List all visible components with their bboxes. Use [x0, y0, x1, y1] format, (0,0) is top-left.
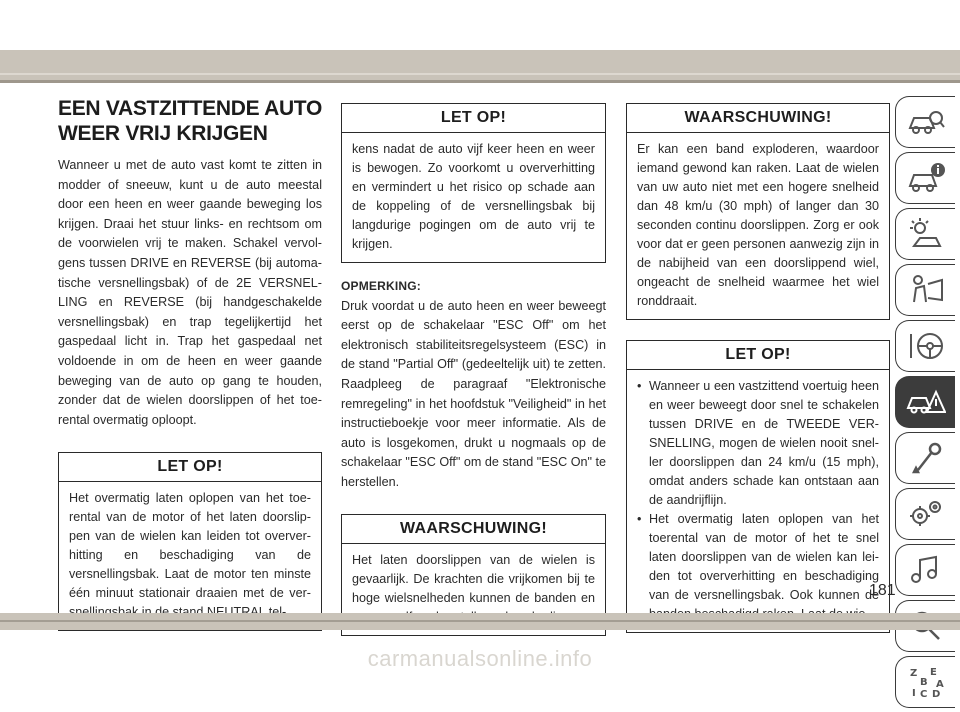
caution-bullet: • Het overmatig laten oplopen van het toerental van de motor of het te snel laten doorslippen van de wielen kan leiden tot oververhitting en beschadiging van de versnellingsbak. Ook kunnen de	[637, 510, 879, 624]
caution-box-3	[626, 340, 890, 633]
svg-text:E: E	[929, 667, 937, 678]
caution-box-2-title: LET OP!	[342, 104, 605, 133]
tab-safety[interactable]	[895, 264, 955, 316]
car-search-icon	[906, 104, 946, 140]
top-decorative-band	[0, 50, 960, 83]
bottom-decorative-band	[0, 613, 960, 630]
svg-text:C: C	[919, 689, 927, 700]
caution-box-1-title: LET OP!	[59, 453, 321, 482]
warning-box-2-text: Er kan een band exploderen, waardoor iemand gewond kan raken. Laat de wielen van uw auto niet met een hogere snelheid dan 48 km/u (30 mph) of langer dan 30 seconden continu doorslippen. Zorg er ook voor dat er geen personen aanwezig zijn in de nabijheid van een doorslippend wiel, ongeacht de snelheid waarmee het wiel ronddraait.	[637, 142, 879, 308]
svg-text:B: B	[919, 677, 928, 688]
svg-text:A: A	[935, 679, 944, 690]
caution-box-3-title: LET OP!	[627, 341, 889, 370]
warning-lights-icon	[906, 216, 946, 252]
tab-warning-lights[interactable]	[895, 208, 955, 260]
caution-bullet: • Wanneer u een vastzittend voertuig heen en weer beweegt door snel te schakelen tussen DRIVE en de TWEEDE VERSNELLING, mogen de wielen nooit sneller doorslippen dan 24 km/u (15 mph), omdat anders schade kan ontstaan aan de aandrijflijn.	[637, 377, 879, 510]
tab-car-info[interactable]	[895, 152, 955, 204]
warning-box-1-title: WAARSCHUWING!	[342, 515, 605, 544]
svg-text:I: I	[911, 688, 916, 699]
svg-text:D: D	[931, 689, 940, 700]
warning-box-1-text: Het laten doorslippen van de wielen is gevaarlijk. De krachten die vrijkomen bij te hoge wielsnelheden kunnen de banden en	[352, 552, 595, 605]
caution-box-1	[58, 452, 322, 631]
safety-airbag-icon	[906, 272, 946, 308]
car-emergency-icon	[906, 384, 946, 420]
column-2	[341, 103, 606, 636]
section-title: EEN VASTZITTENDE AUTO WEER VRIJ KRIJGEN	[58, 97, 322, 145]
car-info-icon	[906, 160, 946, 196]
caution-box-2	[341, 103, 606, 263]
tab-emergency[interactable]	[895, 376, 955, 428]
note-label: OPMERKING:	[341, 279, 421, 293]
tab-multimedia[interactable]	[895, 544, 955, 596]
column-1	[58, 96, 322, 631]
watermark: carmanualsonline.info	[367, 646, 593, 671]
steering-wheel-icon	[906, 328, 946, 364]
column-3	[626, 103, 890, 633]
page-number: 181	[869, 582, 896, 599]
tab-controls[interactable]	[895, 320, 955, 372]
svg-text:Z: Z	[909, 668, 917, 679]
gears-icon	[906, 496, 946, 532]
tab-maintenance[interactable]	[895, 432, 955, 484]
multimedia-icon	[906, 552, 946, 588]
note-text: Druk voordat u de auto heen en weer beweegt eerst op de schakelaar "ESC Off" om het elektronisch stabiliteitsregelsysteem (ESC) in de stand "Partial Off" (gedeeltelijk uit) te zetten. Raadpleeg de paragraaf "Elektronische remregeling" in het hoofdstuk "Veiligheid" in het instructieboekje voor meer informatie. Als de auto is losgekomen, drukt u nogmaals op de schakelaar "ESC Off" om de stand "ESC On" te herstellen.	[341, 298, 606, 489]
warning-box-2-title: WAARSCHUWING!	[627, 104, 889, 133]
caution-box-1-text: Het overmatig laten oplopen van het toerental van de motor of het laten doorslippen van de wielen kan leiden tot oververhitting en beschadiging van de versnellingsbak. Laat de motor ten minste één minuut stationair draaien met de ver	[69, 491, 311, 601]
tab-specifications[interactable]	[895, 488, 955, 540]
wrench-icon	[906, 440, 946, 476]
warning-box-2	[626, 103, 890, 320]
tab-car-search[interactable]	[895, 96, 955, 148]
caution-box-2-text: kens nadat de auto vijf keer heen en weer is bewogen. Zo voorkomt u oververhitting en vermindert u het risico op schade aan de koppeling of de versnellingsbak bij langdurige pogingen om de auto vrij te krijgen.	[352, 142, 595, 251]
caution-box-3-body	[627, 370, 889, 632]
intro-paragraph: Wanneer u met de auto vast komt te zitten in modder of sneeuw, kunt u de auto meestal door een heen en weer gaande beweging los krijgen. Draai het stuur links- en rechtsom om de voorwielen vrij te maken. Schakel vervolgens tussen DRIVE en REVERSE (bij automatische versnellingsbak) of de 2E VERSNELLING en REVERSE (bij handgeschakelde versnellingsbak) en trap tegelijkertijd het gaspedaal licht in. Trap het gaspedaal net voldoende in om de heen en weer gaande beweging van de auto op gang te houden, zonder dat de wielen doorslippen of het toerental overmatig oploopt.	[58, 158, 322, 427]
